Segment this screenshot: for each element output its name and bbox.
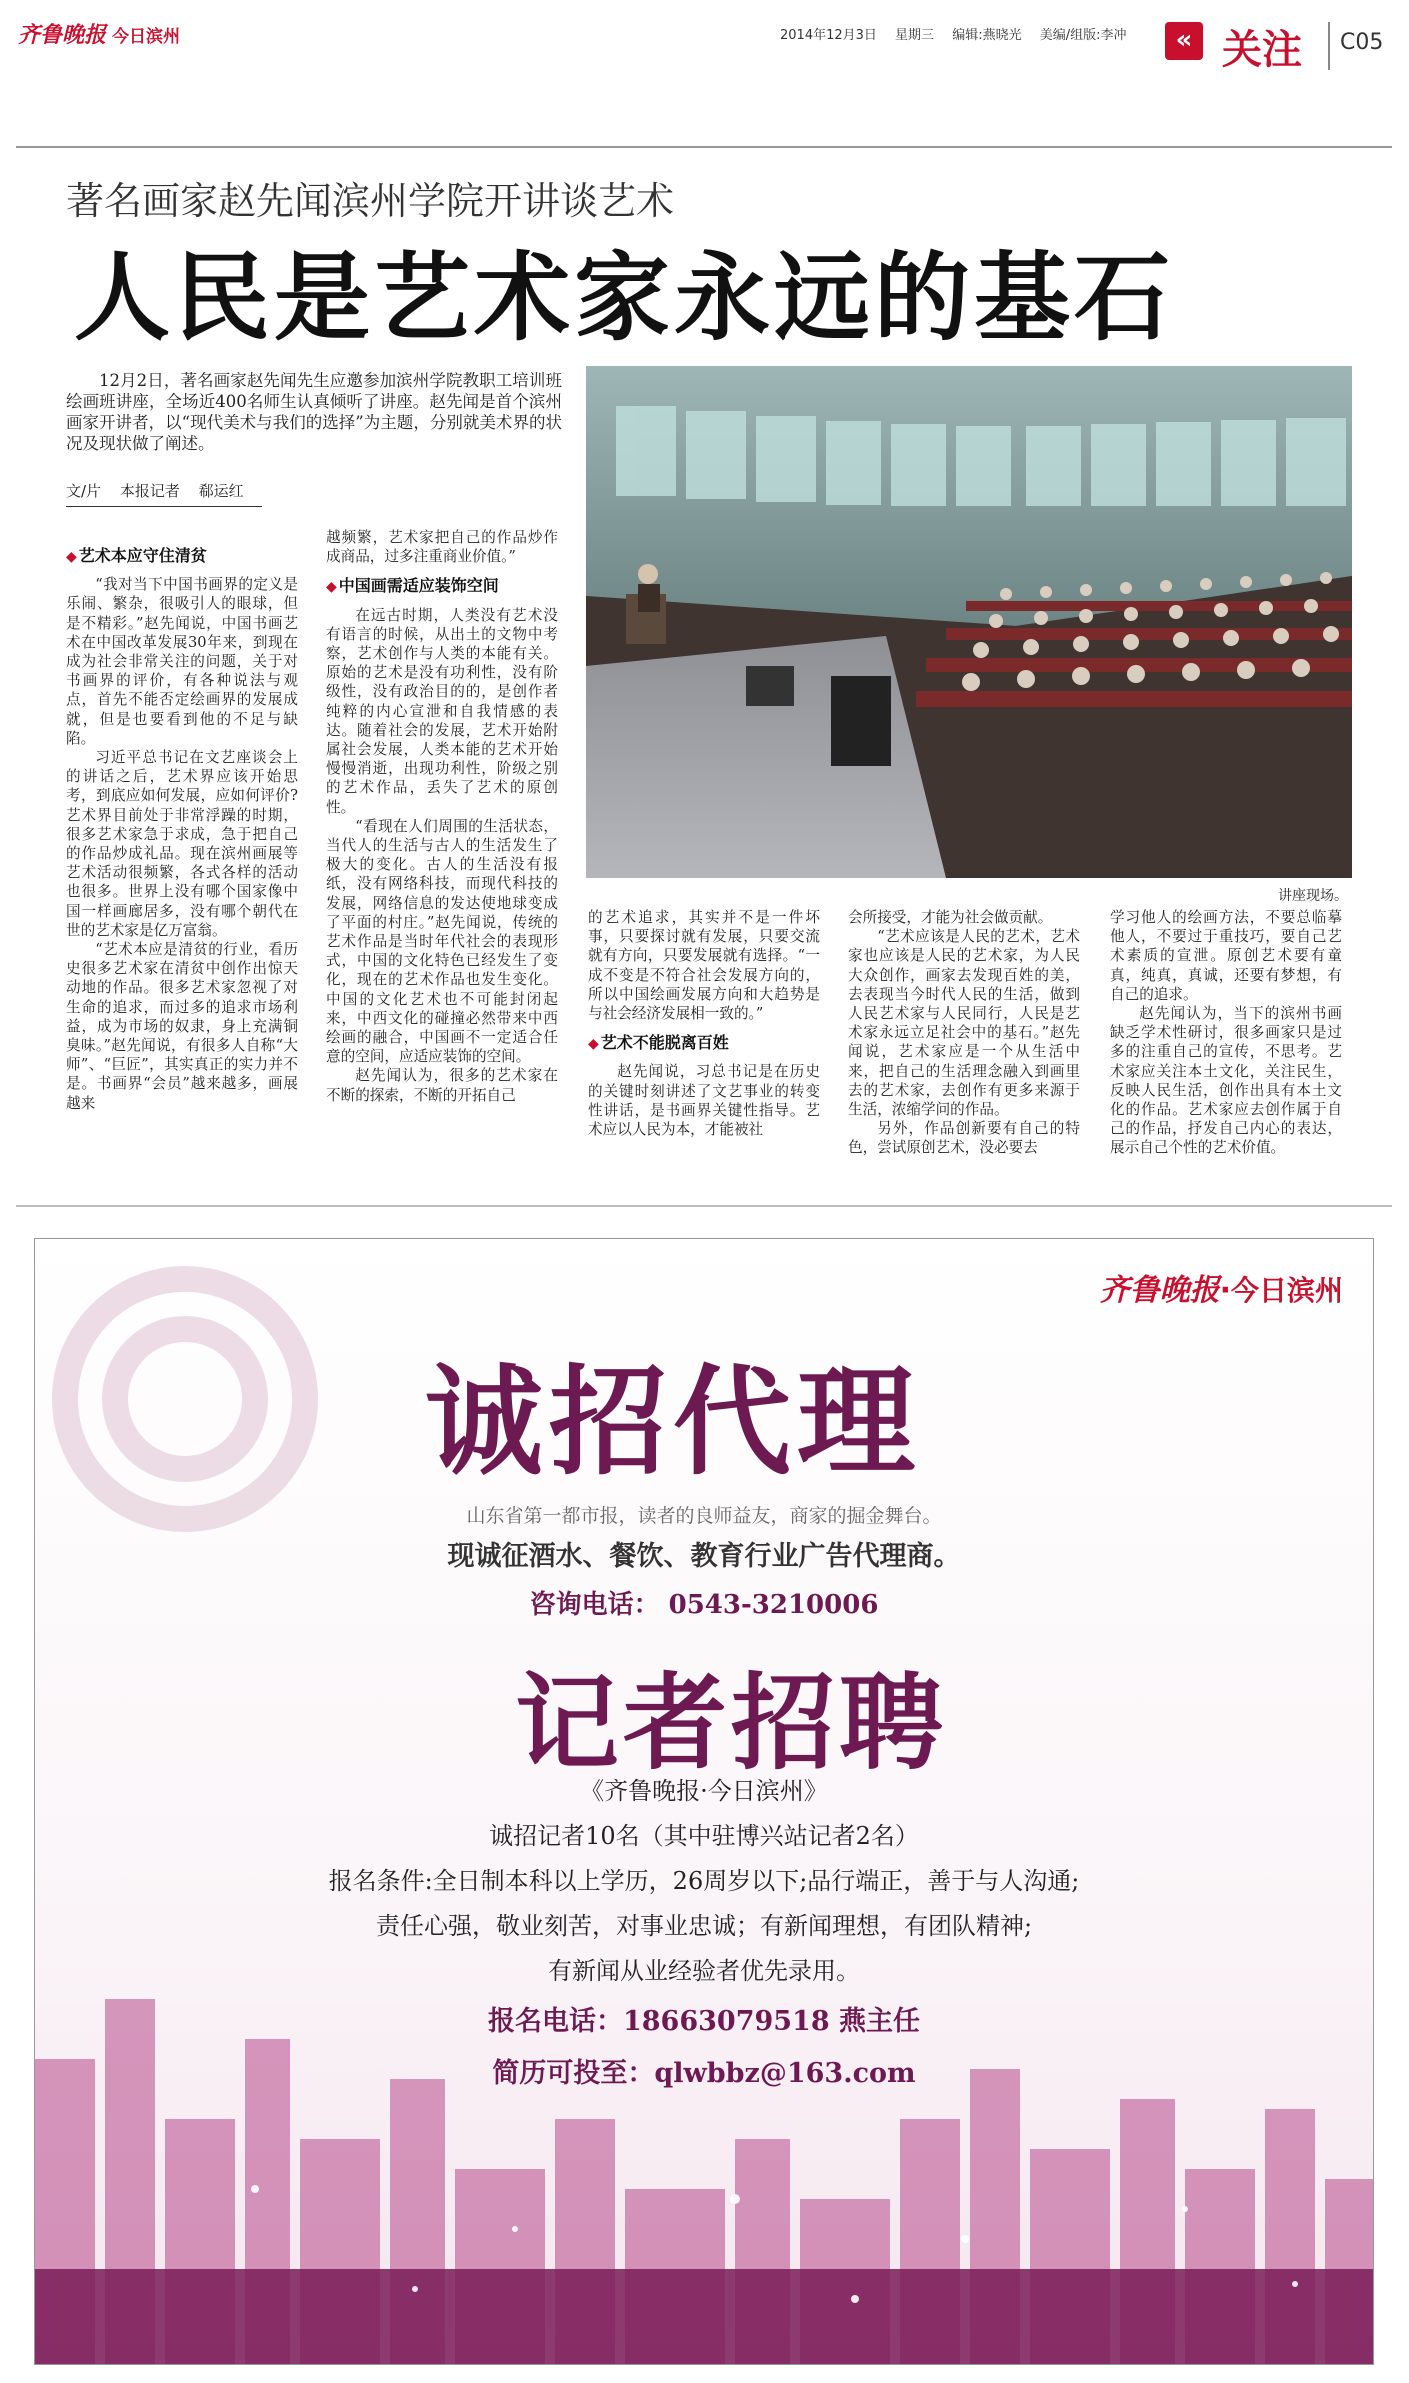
paragraph: 另外，作品创新要有自己的特色，尝试原创艺术，没必要去 bbox=[848, 1120, 1080, 1157]
ad-consult-phone: 咨询电话： 0543-3210006 bbox=[529, 1590, 879, 1620]
header-rule bbox=[16, 146, 1392, 148]
byline-label: 文/片 bbox=[66, 482, 102, 500]
article-headline: 人民是艺术家永远的基石 bbox=[74, 242, 1174, 354]
issue-info bbox=[780, 24, 1141, 43]
masthead-sub: 今日滨州 bbox=[112, 27, 181, 47]
lecture-photo bbox=[586, 366, 1352, 878]
masthead bbox=[18, 18, 180, 49]
byline-name: 郗运红 bbox=[198, 482, 244, 500]
ad-requirement-2: 责任心强，敬业刻苦，对事业忠诚；有新闻理想，有团队精神; bbox=[375, 1912, 1033, 1940]
paragraph: 赵先闻说，习总书记是在历史的关键时刻讲述了文艺事业的转变性讲话，是书画界关键性指导。艺术应以人民为本，才能被社 bbox=[588, 1063, 820, 1139]
article-column-4 bbox=[848, 908, 1080, 1158]
diamond-icon: ◆ bbox=[588, 1036, 599, 1053]
ad-agent-line: 现诚征酒水、餐饮、教育行业广告代理商。 bbox=[447, 1541, 961, 1572]
paragraph: 在远古时期，人类没有艺术没有语言的时候，从出土的文物中考察，艺术创作与人类的本能有关。原始的艺术是没有功利性，没有阶级性，没有政治目的的，是创作者纯粹的内心宣泄和自我情感的表达。随着社会的发展，艺术开始附属社会发展，人类本能的艺术开始慢慢消逝，出现功利性，阶级之别的艺术作品，丢失了艺术的原创性。 bbox=[326, 606, 558, 816]
paragraph: 越频繁，艺术家把自己的作品炒作成商品，过多注重商业价值。” bbox=[326, 529, 558, 566]
ad-recruit-count: 诚招记者10名（其中驻博兴站记者2名） bbox=[489, 1822, 919, 1850]
paragraph: 学习他人的绘画方法，不要总临摹他人，不要过于重技巧，要自己艺术素质的宣泄。原创艺术要有童真，纯真，真诚，还要有梦想，有自己的追求。 bbox=[1110, 909, 1342, 1003]
masthead-title: 齐鲁晚报 bbox=[18, 23, 107, 48]
ad-requirement-3: 有新闻从业经验者优先录用。 bbox=[548, 1957, 860, 1985]
recruitment-ad bbox=[34, 1238, 1374, 2365]
ad-email: 简历可投至：qlwbbz@163.com bbox=[492, 2058, 916, 2089]
article-column-3 bbox=[588, 908, 820, 1139]
paragraph: “艺术本应是清贫的行业，看历史很多艺术家在清贫中创作出惊天动地的作品。很多艺术家忽视了对生命的追求，而过多的追求市场利益，成为市场的奴隶，身上充满铜臭味。”赵先闻说，有很多人自称“大师”、“巨匠”，其实真正的实力并不是。书画界“会员”越来越多，画展越来 bbox=[66, 941, 298, 1112]
ad-logo-sub: 今日滨州 bbox=[1230, 1274, 1343, 1307]
diamond-icon: ◆ bbox=[66, 549, 77, 565]
issue-editor: 编辑:燕晓光 bbox=[952, 28, 1022, 43]
lecture-hall-illustration bbox=[586, 366, 1352, 878]
byline-rule bbox=[66, 506, 262, 507]
paragraph: 习近平总书记在文艺座谈会上的讲话之后，艺术界应该开始思考，到底应如何发展，应如何评价?艺术界目前处于非常浮躁的时期，很多艺术家急于求成，急于把自己的作品炒成礼品。现在滨州画展等艺术活动很频繁，各式各样的活动也很多。世界上没有哪个国家像中国一样画廊居多，没有哪个朝代在世的艺术家是亿万富翁。 bbox=[66, 749, 298, 939]
ad-subtitle: 山东省第一都市报，读者的良师益友，商家的掘金舞台。 bbox=[466, 1505, 942, 1527]
article-kicker: 著名画家赵先闻滨州学院开讲谈艺术 bbox=[66, 179, 675, 223]
paragraph: “艺术应该是人民的艺术，艺术家也应该是人民的艺术家，为人民大众创作，画家去发现百姓的美，去表现当今时代人民的生活，做到人民艺术家与人民同行，人民是艺术家永远立足社会中的基石。”赵先闻说，艺术家应是一个从生活中来，把自己的生活理念融入到画里去的艺术家，去创作有更多来源于生活，浓缩学问的作品。 bbox=[848, 928, 1080, 1119]
article-bottom-rule bbox=[16, 1205, 1392, 1207]
byline-role: 本报记者 bbox=[119, 482, 180, 500]
subhead-1: ◆ 艺术本应守住清贫 bbox=[66, 546, 207, 565]
ad-paper-name: 《齐鲁晚报·今日滨州》 bbox=[580, 1777, 828, 1805]
subhead-3: ◆ 艺术不能脱离百姓 bbox=[588, 1033, 729, 1053]
paragraph: 会所接受，才能为社会做贡献。 bbox=[848, 909, 1053, 926]
header-divider bbox=[1328, 22, 1330, 70]
paragraph: 赵先闻认为，很多的艺术家在不断的探索，不断的开拓自己 bbox=[326, 1067, 558, 1104]
subhead-2: ◆ 中国画需适应装饰空间 bbox=[326, 576, 499, 596]
ad-apply-phone: 报名电话：18663079518 燕主任 bbox=[487, 2006, 921, 2037]
ad-logo bbox=[1100, 1265, 1343, 1309]
photo-caption: 讲座现场。 bbox=[1278, 888, 1348, 904]
issue-weekday: 星期三 bbox=[895, 28, 935, 43]
article-column-1 bbox=[66, 536, 298, 1113]
article-column-5 bbox=[1110, 908, 1342, 1158]
article-byline bbox=[66, 480, 258, 501]
issue-designer: 美编/组版:李冲 bbox=[1039, 28, 1127, 43]
ad-logo-title: 齐鲁晚报 bbox=[1099, 1273, 1220, 1308]
paragraph: 赵先闻认为，当下的滨州书画缺乏学术性研讨，很多画家只是过多的注重自己的宣传，不思考。艺术家应关注本土文化，关注民生，反映人民生活，创作出具有本土文化的作品。艺术家应去创作属于自己的作品，抒发自己内心的表达，展示自己个性的艺术价值。 bbox=[1110, 1005, 1342, 1157]
issue-date: 2014年12月3日 bbox=[780, 28, 877, 43]
diamond-icon: ◆ bbox=[326, 579, 337, 596]
section-chevron-icon: « bbox=[1165, 22, 1203, 60]
paragraph: “我对当下中国书画界的定义是乐闹、繁杂，很吸引人的眼球，但是不精彩。”赵先闻说，中国书画艺术在中国改革发展30年来，到现在成为社会非常关注的问题，关于对书画界的评价，有各种说法与观点，首先不能否定绘画界的发展成就，但是也要看到他的不足与缺陷。 bbox=[66, 576, 298, 747]
section-name: 关注 bbox=[1222, 27, 1302, 73]
ad-title-agents: 诚招代理 bbox=[425, 1352, 922, 1491]
page-number: C05 bbox=[1340, 30, 1384, 55]
ad-requirement-1: 报名条件:全日制本科以上学历，26周岁以下;品行端正，善于与人沟通; bbox=[328, 1867, 1080, 1895]
paragraph: 的艺术追求，其实并不是一件坏事，只要探讨就有发展，只要交流就有方向，只要发展就有选择。“一成不变是不符合社会发展方向的，所以中国绘画发展方向和大趋势是与社会经济发展相一致的。” bbox=[588, 909, 820, 1023]
ad-logo-separator: · bbox=[1219, 1273, 1231, 1308]
paragraph: “看现在人们周围的生活状态，当代人的生活与古人的生活发生了极大的变化。古人的生活没有报纸，没有网络科技，而现代科技的发展，网络信息的发达使地球变成了平面的村庄。”赵先闻说，传统的艺术作品是当时年代社会的表现形式，中国的文化特色已经发生了变化，现在的艺术作品也发生变化。中国的文化艺术也不可能封闭起来，中西文化的碰撞必然带来中西绘画的融合，中国画不一定适合任意的空间，应适应装饰的空间。 bbox=[326, 817, 558, 1066]
article-column-2 bbox=[326, 528, 558, 1105]
ad-title-reporters: 记者招聘 bbox=[515, 1661, 948, 1784]
article-lead: 12月2日，著名画家赵先闻先生应邀参加滨州学院教职工培训班绘画班讲座，全场近400名师生认真倾听了讲座。赵先闻是首个滨州画家开讲者，以“现代美术与我们的选择”为主题，分别就美术界的状况及现状做了阐述。 bbox=[66, 371, 562, 453]
